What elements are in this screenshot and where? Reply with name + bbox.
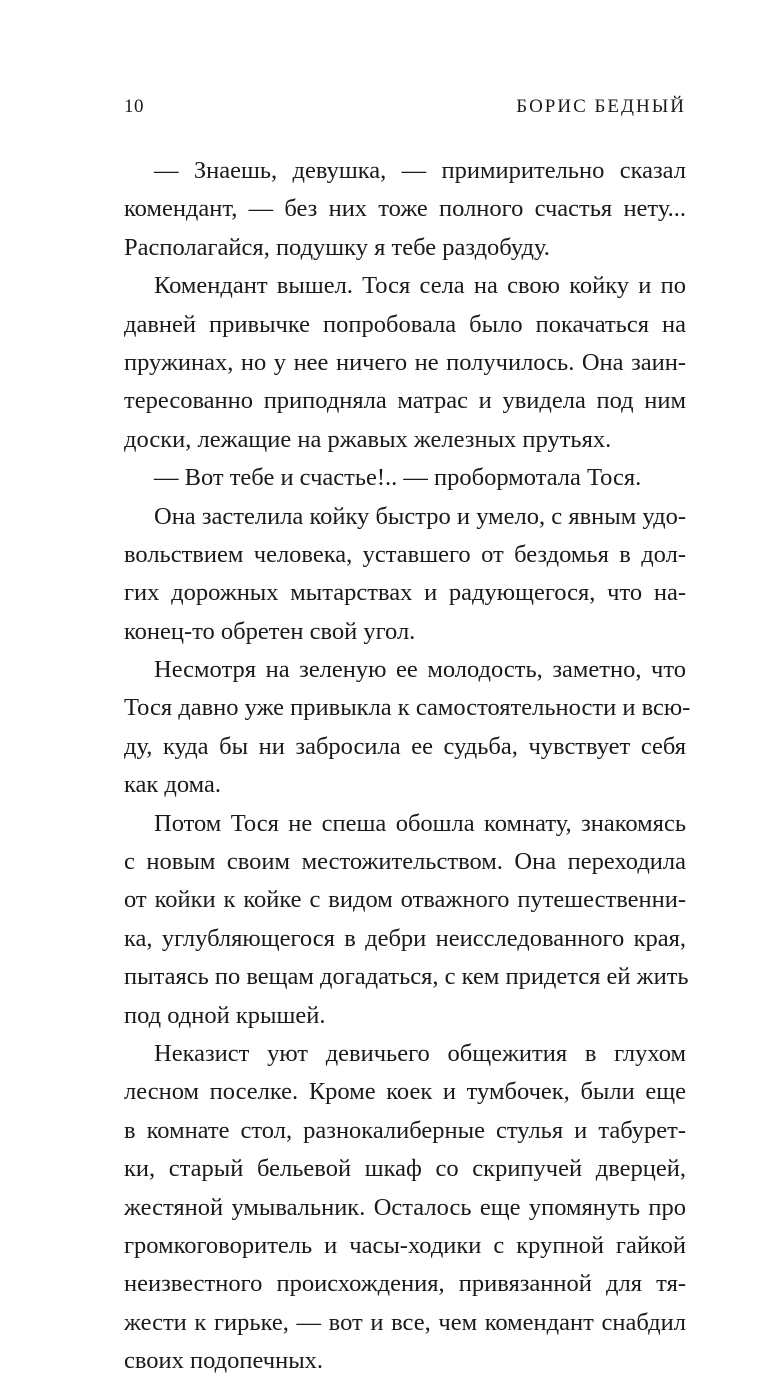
text-line: Неказист уют девичьего общежития в глухом — [154, 1039, 686, 1067]
text-line: с новым своим местожительством. Она переходила — [124, 848, 686, 876]
text-line: в комнате стол, разнокалиберные стулья и табурет- — [124, 1116, 686, 1144]
text-line: своих подопечных. — [124, 1347, 324, 1375]
text-line: жестяной умывальник. Осталось еще упомянуть про — [124, 1193, 686, 1221]
text-line: тересованно приподняла матрас и увидела под ним — [124, 387, 686, 415]
text-line: ду, куда бы ни забросила ее судьба, чувствует себя — [124, 732, 686, 760]
text-line: лесном поселке. Кроме коек и тумбочек, были еще — [124, 1078, 686, 1106]
text-line: под одной крышей. — [124, 1001, 326, 1029]
text-line: Она застелила койку быстро и умело, с явным удо- — [154, 502, 686, 530]
text-line: жести к гирьке, — вот и все, чем комендант снабдил — [124, 1308, 686, 1336]
text-line: Тося давно уже привыкла к самостоятельности и всю- — [124, 694, 691, 722]
text-line: — Вот тебе и счастье!.. — пробормотала Тося. — [154, 464, 642, 492]
text-line: Потом Тося не спеша обошла комнату, знакомясь — [154, 809, 686, 837]
text-line: Несмотря на зеленую ее молодость, заметно, что — [154, 656, 686, 684]
text-line: Комендант вышел. Тося села на свою койку и по — [154, 272, 686, 300]
text-line: — Знаешь, девушка, — примирительно сказал — [154, 157, 686, 184]
text-line: ка, углубляющегося в дебри неисследованного края, — [124, 924, 686, 952]
text-line: конец-то обретен свой угол. — [124, 617, 416, 645]
body-text — [124, 152, 691, 1381]
text-line: Располагайся, подушку я тебе раздобуду. — [124, 233, 550, 261]
text-line: давней привычке попробовала было покачаться на — [124, 310, 686, 338]
page-header — [124, 96, 686, 126]
text-line: ки, старый бельевой шкаф со скрипучей дверцей, — [124, 1155, 686, 1183]
text-line: гих дорожных мытарствах и радующегося, что на- — [124, 579, 686, 607]
text-line: комендант, — без них тоже полного счастья нету... — [124, 195, 686, 223]
text-line: от койки к койке с видом отважного путешественни- — [124, 886, 686, 914]
text-line: пытаясь по вещам догадаться, с кем придется ей жить — [124, 963, 689, 991]
page-number: 10 — [124, 96, 144, 117]
text-line: пружинах, но у нее ничего не получилось. Она заин- — [124, 348, 686, 376]
running-head-author: БОРИС БЕДНЫЙ — [516, 96, 686, 117]
text-line: неизвестного происхождения, привязанной для тя- — [124, 1270, 686, 1298]
text-line: вольствием человека, уставшего от бездомья в дол- — [124, 540, 686, 568]
text-line: как дома. — [124, 771, 222, 799]
text-line: доски, лежащие на ржавых железных прутьях. — [124, 425, 612, 453]
text-line: громкоговоритель и часы-ходики с крупной гайкой — [124, 1231, 686, 1259]
